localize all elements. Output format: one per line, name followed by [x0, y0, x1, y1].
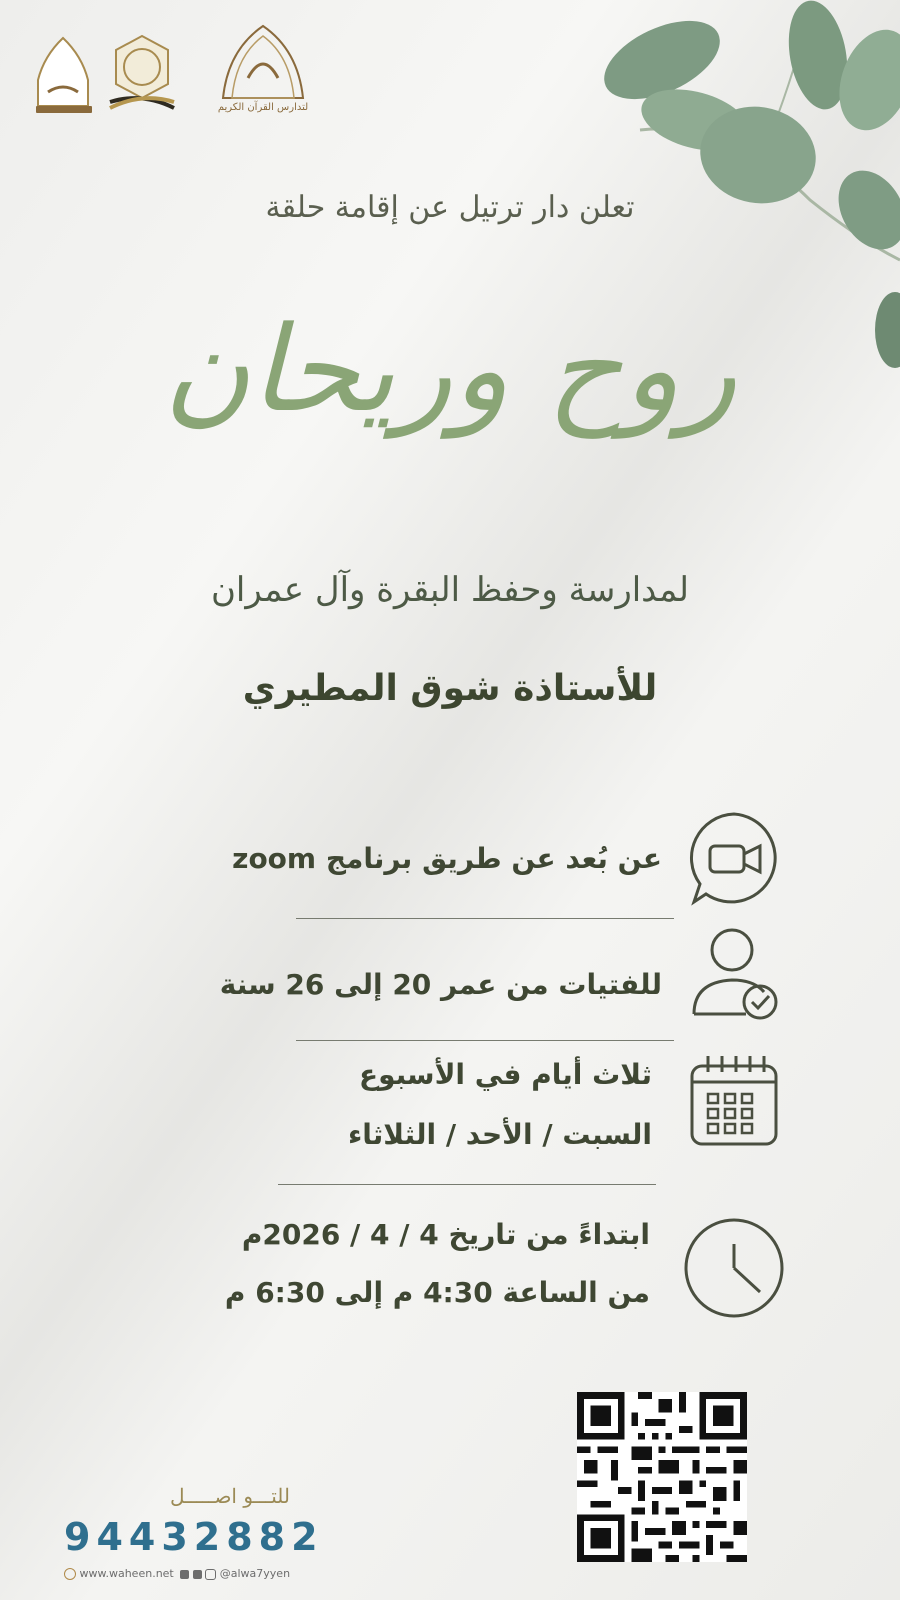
twitter-icon: [193, 1570, 202, 1579]
quran-sector-logo: [106, 32, 178, 112]
info-start-date: ابتداءً من تاريخ 4 / 4 / 2026م: [241, 1218, 650, 1251]
facebook-icon: [180, 1570, 189, 1579]
calendar-icon: [686, 1050, 782, 1150]
user-check-icon: [684, 922, 784, 1022]
program-title: روح وريحان: [163, 300, 737, 438]
announcement-text: تعلن دار ترتيل عن إقامة حلقة: [265, 190, 635, 225]
info-time: من الساعة 4:30 م إلى 6:30 م: [224, 1276, 650, 1309]
contact-label: للتـــو اصـــــل: [170, 1484, 290, 1508]
clock-icon: [682, 1216, 786, 1320]
alwahyain-logo: [32, 34, 94, 114]
info-days-list: السبت / الأحد / الثلاثاء: [347, 1118, 652, 1151]
globe-icon: [64, 1568, 76, 1580]
divider: [278, 1184, 656, 1185]
program-subtitle: لمدارسة وحفظ البقرة وآل عمران: [210, 570, 690, 610]
divider: [296, 918, 674, 919]
social-handle[interactable]: @alwa7yyen: [219, 1567, 291, 1580]
info-mode: عن بُعد عن طريق برنامج zoom: [232, 842, 662, 875]
video-call-icon: [684, 808, 784, 908]
alwahyain-emblem-icon: [32, 34, 94, 114]
dar-tarteel-caption: لتدارس القرآن الكريم: [217, 102, 309, 113]
website-link[interactable]: www.waheen.net: [79, 1567, 174, 1580]
qr-code[interactable]: [577, 1392, 747, 1562]
contact-phone[interactable]: 94432882: [64, 1515, 324, 1559]
dar-tarteel-emblem-icon: [208, 20, 318, 102]
info-days-count: ثلاث أيام في الأسبوع: [358, 1058, 652, 1091]
info-audience: للفتيات من عمر 20 إلى 26 سنة: [219, 968, 662, 1001]
teacher-name: للأستاذة شوق المطيري: [242, 668, 658, 709]
instagram-icon: [205, 1569, 216, 1580]
dar-tarteel-logo: [208, 20, 318, 120]
quran-sector-emblem-icon: [106, 32, 178, 112]
social-links: [64, 1567, 290, 1580]
sponsor-logos: [28, 20, 328, 130]
divider: [296, 1040, 674, 1041]
